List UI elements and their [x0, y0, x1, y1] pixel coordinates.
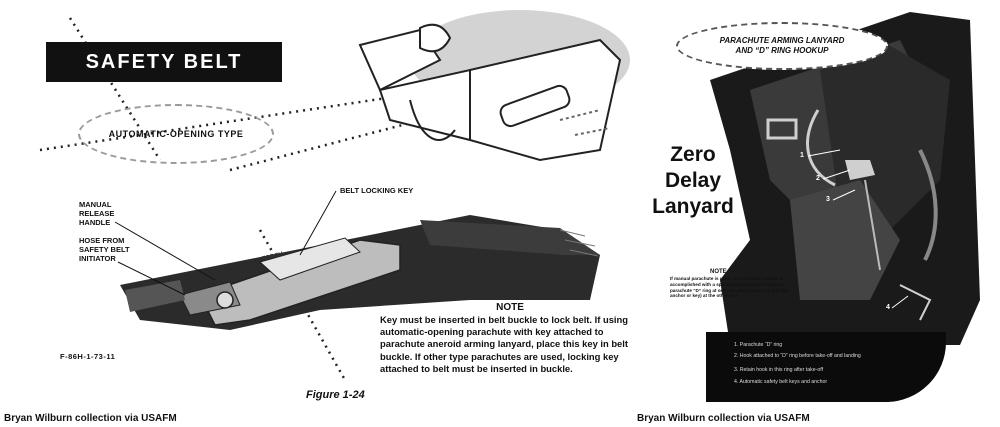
note-heading: NOTE [496, 302, 524, 313]
right-note-body: If manual parachute is used, zero-second hookup is accomplished with a special lanyard which hooks to parachute “D” ring at one end and attaches to belt (by anchor or key) at the other end. [670, 276, 788, 299]
zero-delay-line1: Zero [670, 143, 716, 166]
photo-credit-right: Bryan Wilburn collection via USAFM [637, 413, 810, 424]
hose-label: HOSE FROM SAFETY BELT INITIATOR [79, 236, 130, 263]
belt-locking-key-label: BELT LOCKING KEY [340, 186, 414, 195]
legend-box [706, 332, 946, 402]
buckle-brand-text: TORCH [261, 251, 284, 263]
zero-delay-line2: Delay [664, 169, 722, 192]
leader-line [115, 222, 215, 280]
part-number: F-86H-1-73-11 [60, 352, 116, 361]
legend-item: 2. Hook attached to “D” ring before take-off and landing [734, 353, 861, 359]
manual-release-handle-label: MANUAL RELEASE HANDLE [79, 200, 115, 227]
callout-number: 1 [800, 152, 804, 159]
callout-number: 3 [826, 196, 830, 203]
callout-number: 4 [886, 304, 890, 311]
callout-number: 2 [816, 175, 820, 182]
safety-belt-title: SAFETY BELT [46, 42, 282, 82]
figure-caption: Figure 1-24 [306, 389, 365, 401]
type-label-text: AUTOMATIC-OPENING TYPE [108, 129, 244, 139]
parachute-arming-title [676, 22, 888, 70]
legend-item: 3. Retain hook in this ring after take-off [734, 367, 824, 373]
zero-delay-line3: Lanyard [652, 195, 734, 218]
parachute-title-line1: PARACHUTE ARMING LANYARD [719, 36, 845, 45]
right-note-heading: NOTE [710, 269, 727, 275]
legend-item: 4. Automatic safety belt keys and anchor [734, 379, 828, 385]
note-body: Key must be inserted in belt buckle to lock belt. If using automatic-opening parachute with key attached to parachute aneroid arming lanyard, place this key in belt buckle. If other type parachutes are used, locking key attached to belt must be inserted in buckle. [380, 314, 628, 374]
automatic-opening-type-label [78, 104, 274, 164]
photo-credit: Bryan Wilburn collection via USAFM [4, 413, 177, 424]
parachute-title-line2: AND “D” RING HOOKUP [735, 46, 829, 55]
legend-item: 1. Parachute “D” ring [734, 342, 783, 348]
zero-delay-lanyard-title [648, 142, 738, 220]
